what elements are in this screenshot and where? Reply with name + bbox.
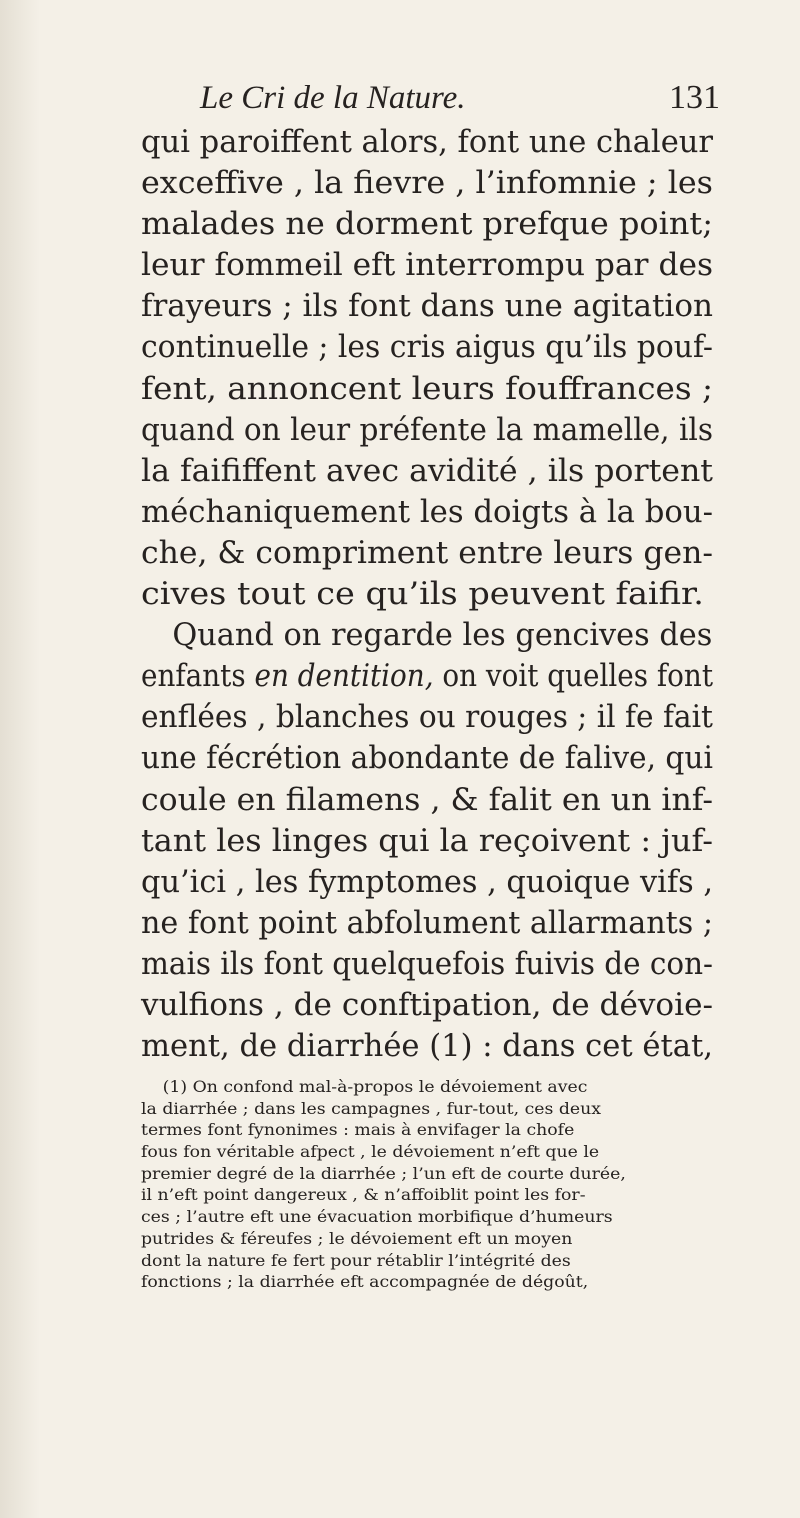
footnote-line (141, 1184, 713, 1206)
text-line (141, 410, 713, 451)
text-line-content: mais ils font quelquefois fuivis de con- (141, 945, 713, 982)
text-line-content: continuelle ; les cris aigus qu’ils pouf- (141, 329, 713, 366)
text-line (141, 944, 713, 985)
footnote-line-content: il n’eft point dangereux , & n’affoiblit point les for- (141, 1185, 586, 1205)
paragraph-start-line (141, 615, 713, 656)
footnote-line (141, 1098, 713, 1120)
text-line-content: tant les linges qui la reçoivent : juf- (141, 822, 713, 859)
text-line-content: cives tout ce qu’ils peuvent faifir. (141, 576, 704, 613)
text-line-content: ne font point abfolument allarmants ; (141, 904, 714, 941)
text-line-start: enfants (141, 658, 255, 695)
text-line (141, 533, 713, 574)
text-line-content (141, 656, 713, 697)
text-line (141, 862, 713, 903)
text-line-content: vulfions , de conftipation, de dévoie- (141, 986, 714, 1023)
footnote-line-content: (1) On confond mal-à-propos le dévoiement avec (162, 1077, 588, 1096)
text-line (141, 1026, 713, 1067)
text-line-content: méchaniquement les doigts à la bou- (141, 493, 713, 530)
text-line (141, 327, 713, 368)
footnote-line (141, 1163, 713, 1185)
footnote-line-content: premier degré de la diarrhée ; l’un eft de courte durée, (141, 1163, 626, 1183)
footnote-line (141, 1141, 713, 1163)
text-line-end: on voit quelles font (433, 658, 714, 695)
text-line-content: leur fommeil eft interrompu par des (141, 247, 714, 284)
footnote-line-content: dont la nature fe fert pour rétablir l’intégrité des (141, 1250, 571, 1270)
text-line-content: che, & compriment entre leurs gen- (141, 534, 713, 571)
text-line (141, 451, 713, 492)
text-line-content: frayeurs ; ils font dans une agitation (141, 288, 713, 325)
main-text (141, 122, 713, 1067)
footnote-line-content: ces ; l’autre eft une évacuation morbifique d’humeurs (141, 1207, 613, 1227)
text-line-content: quand on leur préfente la mamelle, ils (141, 411, 714, 448)
text-line (141, 656, 713, 697)
footnote-line (141, 1206, 713, 1228)
text-line-content: enflées , blanches ou rouges ; il fe fait (141, 699, 713, 736)
text-line (141, 204, 713, 245)
text-line (141, 903, 713, 944)
text-line (141, 985, 713, 1026)
text-line (141, 821, 713, 862)
text-line (141, 697, 713, 738)
running-title: Le Cri de la Nature. (200, 80, 466, 116)
italic-phrase: en dentition, (254, 658, 434, 695)
footnote-line (141, 1076, 713, 1098)
footnote-line (141, 1271, 713, 1293)
text-line-content: malades ne dorment prefque point; (141, 206, 713, 243)
text-line-content: fent, annoncent leurs fouffrances ; (141, 370, 713, 407)
footnote-line-content: fous fon véritable afpect , le dévoiement n’eft que le (141, 1142, 600, 1162)
text-line (141, 574, 713, 615)
text-line-content: exceffive , la fievre , l’infomnie ; les (141, 165, 713, 202)
page-header (200, 78, 720, 118)
text-line-content: la faififfent avec avidité , ils portent (141, 452, 714, 489)
text-line (141, 286, 713, 327)
text-line (141, 245, 713, 286)
text-line-content: qu’ici , les fymptomes , quoique vifs , (141, 863, 714, 900)
page-number: 131 (669, 79, 720, 116)
footnote-line (141, 1119, 713, 1141)
text-line-content: une fécrétion abondante de falive, qui (141, 740, 713, 777)
footnote (141, 1076, 713, 1293)
footnote-line (141, 1250, 713, 1272)
text-line (141, 163, 713, 204)
footnote-line-content: putrides & féreufes ; le dévoiement eft un moyen (141, 1228, 573, 1248)
footnote-line-content: la diarrhée ; dans les campagnes , fur-tout, ces deux (141, 1098, 602, 1118)
footnote-line-content: fonctions ; la diarrhée eft accompagnée de dégoût, (141, 1272, 589, 1292)
text-line (141, 369, 713, 410)
text-line-content: ment, de diarrhée (1) : dans cet état, (141, 1028, 713, 1065)
text-line (141, 780, 713, 821)
text-line (141, 122, 713, 163)
text-line-content: Quand on regarde les gencives des (172, 617, 713, 654)
footnote-line-content: termes font fynonimes : mais à envifager la chofe (141, 1120, 575, 1140)
text-line (141, 492, 713, 533)
text-line-content: qui paroiffent alors, font une chaleur (141, 124, 714, 160)
footnote-line (141, 1228, 713, 1250)
text-line (141, 738, 713, 779)
text-line-content: coule en filamens , & falit en un inf- (141, 781, 713, 818)
